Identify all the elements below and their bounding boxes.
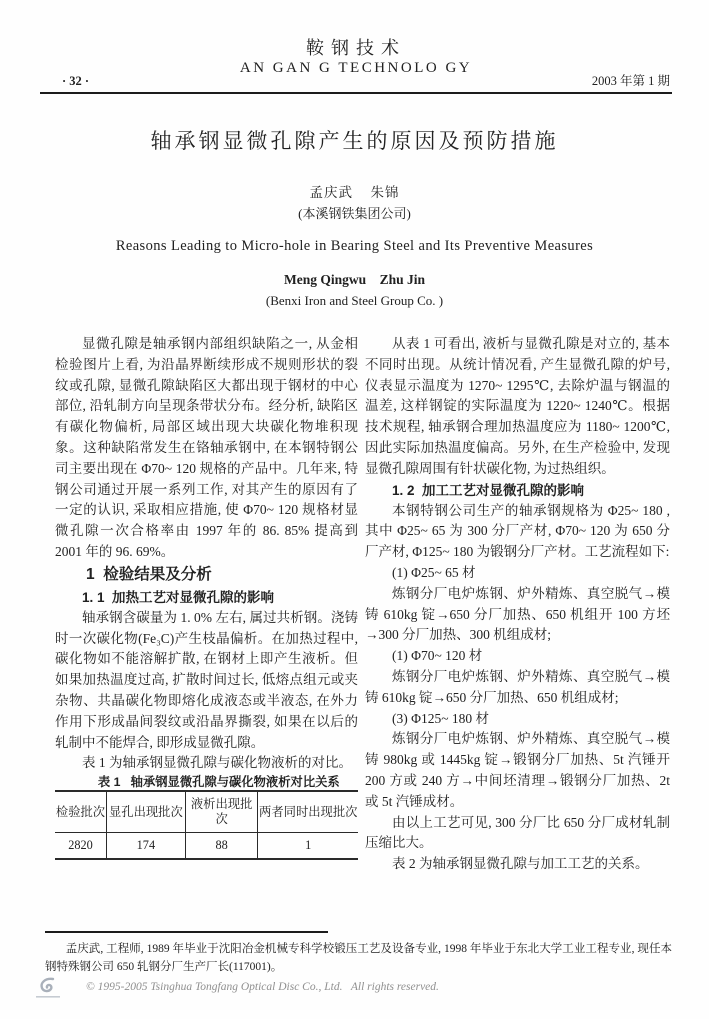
table1-cell: 1 <box>258 833 358 860</box>
process-item-label: (1) Φ70~ 120 材 <box>392 648 483 664</box>
table1-cell: 174 <box>107 833 186 860</box>
subsection-heading-1-2: 1. 2 加工工艺对显微孔隙的影响 <box>392 482 585 498</box>
authors-en: Meng Qingwu Zhu Jin <box>283 272 426 287</box>
paragraph: 轴承钢含碳量为 1. 0% 左右, 属过共析钢。浇铸时一次碳化物(Fe₃C)产生枝晶偏析。在加热过程中, 碳化物如不能溶解扩散, 在钢材上即产生液析。但如果加热温度过高, 扩散时间过长, 低熔点组元或夹杂物、共晶碳化物即熔化成液态或半液态, 在外力作用下形成晶间裂纹或沿晶界撕裂, 如果在以后的轧制中不能焊合, 即形成显微孔隙。 <box>55 609 358 750</box>
paragraph: 显微孔隙是轴承钢内部组织缺陷之一, 从金相检验图片上看, 为沿晶界断续形成不规则形状的裂纹或孔隙, 显微孔隙缺陷区大都出现于钢材的中心部位, 沿轧制方向呈现条带状分布。经分析, 缺陷区有碳化物偏析, 局部区域出现大块碳化物堆积现象。这种缺陷常发生在铬轴承钢中, 在本钢特钢公司主要出现在 Φ70~ 120 规格的产品中。几年来, 特钢公司通过开展一系列工作, 对其产生的原因有了一定的认识, 采取相应措施, 使 Φ70~ 120 规格材显微孔隙一次合格率由 1997 年的 86. 85% 提高到 2001 年的 96. 69%。 <box>55 336 358 559</box>
article-title-cn: 轴承钢显微孔隙产生的原因及预防措施 <box>150 129 559 153</box>
copyright-notice: © 1995-2005 Tsinghua Tongfang Optical Disc Co., Ltd. All rights reserved. <box>86 981 439 993</box>
table1-header-cell: 液析出现批次 <box>185 791 258 833</box>
table1-header-cell: 显孔出现批次 <box>107 791 186 833</box>
left-column <box>55 334 358 875</box>
table1 <box>55 790 358 860</box>
paragraph: 炼钢分厂电炉炼钢、炉外精炼、真空脱气→模铸 610kg 锭→650 分厂加热、650 机组开 100 方坯→300 分厂加热、300 机组成材; <box>365 585 670 643</box>
table1-header-row <box>55 791 358 833</box>
table1-cell: 88 <box>185 833 258 860</box>
table1-cell: 2820 <box>68 838 93 853</box>
paragraph: 炼钢分厂电炉炼钢、炉外精炼、真空脱气→模铸 980kg 或 1445kg 锭→锻钢分厂加热、5t 汽锤开 200 方或 240 方→中间坯清理→锻钢分厂加热、2t 或 5t 汽锤成材。 <box>365 731 670 809</box>
authors-cn: 孟庆武 朱锦 <box>309 185 400 200</box>
right-column <box>365 334 670 875</box>
paragraph: 本钢特钢公司生产的轴承钢规格为 Φ25~ 180 , 其中 Φ25~ 65 为 300 分厂产材, Φ70~ 120 为 650 分厂产材, Φ125~ 180 为锻钢分厂产材。工艺流程如下: <box>365 502 670 560</box>
page-number: · 32 · <box>62 74 90 88</box>
paragraph: 由以上工艺可见, 300 分厂比 650 分厂成材轧制压缩比大。 <box>365 814 670 851</box>
journal-title-cn: 鞍钢技术 <box>306 38 406 58</box>
subsection-heading-1-1: 1. 1 加热工艺对显微孔隙的影响 <box>82 589 275 605</box>
table1-header-cell: 两者同时出现批次 <box>258 791 358 833</box>
affiliation-cn: (本溪钢铁集团公司) <box>298 206 411 221</box>
paragraph: 表 1 为轴承钢显微孔隙与碳化物液析的对比。 <box>82 755 352 771</box>
process-item-label: (3) Φ125~ 180 材 <box>392 710 490 726</box>
affiliation-en: (Benxi Iron and Steel Group Co. ) <box>265 293 444 308</box>
paragraph: 表 2 为轴承钢显微孔隙与加工工艺的关系。 <box>392 856 649 872</box>
article-body <box>55 334 670 875</box>
author-bio: 孟庆武, 工程师, 1989 年毕业于沈阳冶金机械专科学校锻压工艺及设备专业, 1998 年毕业于东北大学工业工程专业, 现任本钢特殊钢公司 650 轧钢分厂生产厂长(117001)。 <box>45 943 672 973</box>
process-item-label: (1) Φ25~ 65 材 <box>392 564 476 580</box>
footnote-divider <box>45 931 328 933</box>
table-row <box>55 833 358 860</box>
page-header <box>40 34 672 94</box>
publisher-logo-icon <box>34 976 64 1002</box>
section-heading-1: 1 检验结果及分析 <box>86 565 212 583</box>
table1-caption: 表 1 轴承钢显微孔隙与碳化物液析对比关系 <box>97 775 340 790</box>
issue-label: 2003 年第 1 期 <box>591 74 670 88</box>
paragraph: 炼钢分厂电炉炼钢、炉外精炼、真空脱气→模铸 610kg 锭→650 分厂加热、650 机组成材; <box>365 668 670 705</box>
table1-header-cell: 检验批次 <box>55 804 106 819</box>
journal-title-en: AN GAN G TECHNOLO GY <box>239 60 473 76</box>
article-title-en: Reasons Leading to Micro-hole in Bearing Steel and Its Preventive Measures <box>115 238 594 254</box>
paragraph: 从表 1 可看出, 液析与显微孔隙是对立的, 基本不同时出现。从统计情况看, 产生显微孔隙的炉号, 仪表显示温度为 1270~ 1295℃, 去除炉温与钢温的温差, 这样钢锭的实际温度为 1220~ 1240℃。根据技术规程, 轴承钢合理加热温度应为 1180~ 1200℃, 因此实际加热温度偏高。另外, 在生产检验中, 发现显微孔隙周围有针状碳化物, 为过热组织。 <box>365 336 670 476</box>
